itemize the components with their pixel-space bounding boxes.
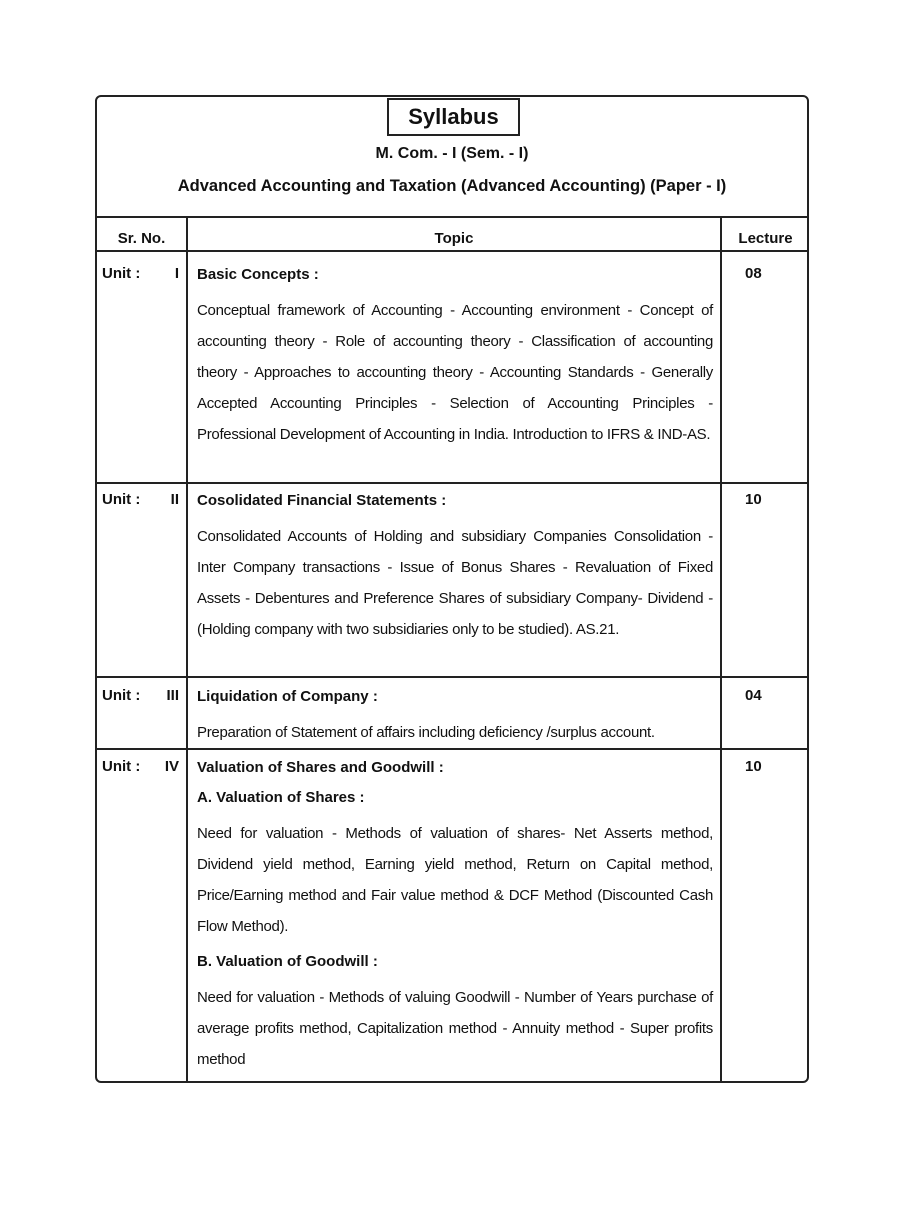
unit-4-heading: Valuation of Shares and Goodwill : [197, 759, 444, 776]
header-sr-no: Sr. No. [117, 230, 166, 247]
unit-4-sub-a-heading: A. Valuation of Shares : [197, 789, 365, 806]
unit-label: Unit : [102, 265, 141, 282]
unit-number: I [174, 265, 179, 282]
unit-2-label [102, 491, 182, 508]
unit-4-sub-a-body: Need for valuation - Methods of valuation of shares- Net Asserts method, Dividend yield method, Earning yield method, Return on Capital method, Price/Earning method and Fair value method & DCF Method (Discounted Cash Flow Method). [197, 825, 713, 935]
unit-3-body: Preparation of Statement of affairs including deficiency /surplus account. [197, 724, 655, 741]
unit-number: II [170, 491, 179, 508]
unit-4-topic [197, 758, 713, 1075]
unit-3-heading: Liquidation of Company : [197, 688, 378, 705]
unit-1-body: Conceptual framework of Accounting - Accounting environment - Concept of accounting theory - Role of accounting theory - Classification of accounting theory - Approaches to accounting theory - Accounting Standards - Generally Accepted Accounting Principles - Selection of Accounting Principles - Professional Development of Accounting in India. Introduction to IFRS & IND-AS. [197, 302, 713, 443]
divider-header-top [97, 216, 807, 218]
syllabus-frame [95, 95, 809, 1083]
unit-label: Unit : [102, 687, 141, 704]
unit-4-label [102, 758, 182, 775]
unit-1-lecture: 08 [745, 265, 762, 282]
column-divider-2 [720, 216, 722, 1083]
divider-header-bottom [97, 250, 807, 252]
paper-title: Advanced Accounting and Taxation (Advanced Accounting) (Paper - I) [177, 177, 727, 195]
unit-label: Unit : [102, 491, 141, 508]
header-topic: Topic [434, 230, 474, 247]
column-divider-1 [186, 216, 188, 1083]
header-lecture: Lecture [738, 230, 793, 247]
unit-4-sub-b-heading: B. Valuation of Goodwill : [197, 953, 378, 970]
unit-2-heading: Cosolidated Financial Statements : [197, 492, 447, 509]
unit-1-heading: Basic Concepts : [197, 266, 319, 283]
unit-3-lecture: 04 [745, 687, 762, 704]
course-title: M. Com. - I (Sem. - I) [375, 145, 529, 162]
unit-4-lecture: 10 [745, 758, 762, 775]
unit-2-topic [197, 491, 713, 645]
unit-number: IV [164, 758, 179, 775]
unit-2-lecture: 10 [745, 491, 762, 508]
unit-3-label [102, 687, 182, 704]
syllabus-title: Syllabus [387, 98, 520, 136]
unit-label: Unit : [102, 758, 141, 775]
unit-1-label [102, 265, 182, 282]
unit-3-topic [197, 687, 713, 748]
divider-unit-3 [97, 748, 807, 750]
unit-2-body: Consolidated Accounts of Holding and subsidiary Companies Consolidation - Inter Company transactions - Issue of Bonus Shares - Revaluation of Fixed Assets - Debentures and Preference Shares of subsidiary Company- Dividend - (Holding company with two subsidiaries only to be studied). AS.21. [197, 528, 713, 638]
unit-1-topic [197, 265, 713, 450]
unit-4-sub-b-body: Need for valuation - Methods of valuing Goodwill - Number of Years purchase of average profits method, Capitalization method - Annuity method - Super profits method [197, 989, 713, 1068]
unit-number: III [166, 687, 179, 704]
divider-unit-2 [97, 676, 807, 678]
divider-unit-1 [97, 482, 807, 484]
